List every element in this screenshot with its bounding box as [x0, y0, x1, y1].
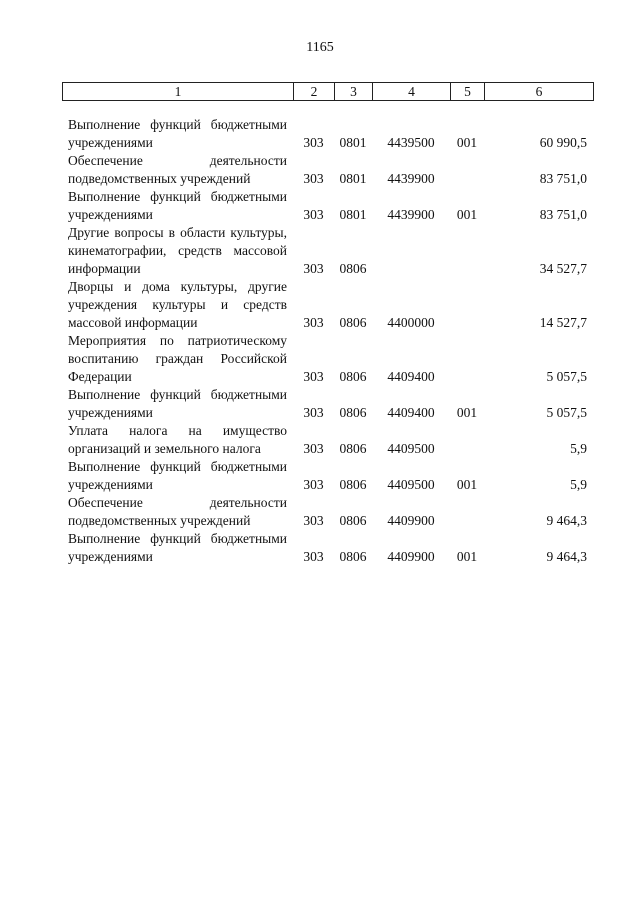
row-code-col3: 0806: [339, 405, 367, 420]
column-header-2: 2: [294, 83, 335, 101]
row-code-col4: 4409900: [387, 513, 435, 528]
table-row: [62, 422, 593, 458]
row-code-col4: 4409400: [387, 369, 435, 384]
page-number: 1165: [306, 40, 334, 55]
row-amount: 5,9: [570, 477, 587, 492]
row-code-col2: 303: [303, 405, 324, 420]
row-amount: 83 751,0: [539, 171, 587, 186]
row-code-col3: 0806: [339, 369, 367, 384]
row-code-col2: 303: [303, 477, 324, 492]
row-amount: 60 990,5: [539, 135, 587, 150]
row-code-col2: 303: [303, 261, 324, 276]
row-code-col3: 0801: [339, 135, 367, 150]
row-amount: 5 057,5: [546, 369, 587, 384]
row-code-col2: 303: [303, 315, 324, 330]
row-code-col2: 303: [303, 549, 324, 564]
row-code-col5: [450, 278, 484, 332]
row-code-col2: 303: [303, 171, 324, 186]
column-header-4: 4: [373, 83, 451, 101]
row-code-col4: 4409500: [387, 441, 435, 456]
row-code-col4: 4439500: [387, 135, 435, 150]
row-code-col4: 4409400: [387, 405, 435, 420]
row-code-col4: [372, 224, 450, 278]
row-amount: 5 057,5: [546, 405, 587, 420]
row-code-col3: 0806: [339, 549, 367, 564]
row-code-col4: 4439900: [387, 207, 435, 222]
row-description: Выполнение функций бюджетными учреждениями: [68, 117, 287, 150]
row-code-col5: [450, 224, 484, 278]
row-code-col4: 4409900: [387, 549, 435, 564]
row-description: Дворцы и дома культуры, другие учреждения культуры и средств массовой информации: [68, 279, 287, 330]
row-code-col3: 0801: [339, 207, 367, 222]
column-header-3: 3: [335, 83, 373, 101]
table-row: [62, 224, 593, 278]
row-amount: 34 527,7: [539, 261, 587, 276]
row-code-col5: [450, 494, 484, 530]
row-code-col3: 0806: [339, 261, 367, 276]
row-code-col2: 303: [303, 513, 324, 528]
table-row: [62, 530, 593, 566]
column-header-row: [63, 83, 594, 101]
row-code-col4: 4439900: [387, 171, 435, 186]
row-code-col3: 0806: [339, 441, 367, 456]
row-code-col4: 4409500: [387, 477, 435, 492]
column-header-5: 5: [451, 83, 485, 101]
row-description: Выполнение функций бюджетными учреждениями: [68, 189, 287, 222]
column-header-6: 6: [485, 83, 594, 101]
row-code-col4: 4400000: [387, 315, 435, 330]
row-description: Выполнение функций бюджетными учреждениями: [68, 531, 287, 564]
row-code-col3: 0806: [339, 477, 367, 492]
row-code-col2: 303: [303, 207, 324, 222]
row-description: Выполнение функций бюджетными учреждениями: [68, 387, 287, 420]
table-row: [62, 152, 593, 188]
table-row: [62, 458, 593, 494]
row-code-col2: 303: [303, 441, 324, 456]
row-code-col5: 001: [456, 405, 478, 420]
table-row: [62, 278, 593, 332]
row-amount: 9 464,3: [546, 513, 587, 528]
budget-table: [62, 116, 593, 566]
row-description: Выполнение функций бюджетными учреждениями: [68, 459, 287, 492]
row-code-col3: 0806: [339, 513, 367, 528]
table-row: [62, 494, 593, 530]
column-header-1: 1: [63, 83, 294, 101]
row-amount: 83 751,0: [539, 207, 587, 222]
row-code-col5: 001: [456, 207, 478, 222]
row-code-col3: 0806: [339, 315, 367, 330]
row-description: Уплата налога на имущество организаций и земельного налога: [68, 423, 287, 456]
row-code-col3: 0801: [339, 171, 367, 186]
row-code-col2: 303: [303, 369, 324, 384]
table-row: [62, 116, 593, 152]
row-description: Обеспечение деятельности подведомственных учреждений: [68, 153, 287, 186]
table-row: [62, 386, 593, 422]
row-amount: 14 527,7: [539, 315, 587, 330]
table-row: [62, 332, 593, 386]
row-code-col5: 001: [456, 549, 478, 564]
row-code-col5: 001: [456, 477, 478, 492]
row-code-col5: [450, 332, 484, 386]
row-code-col2: 303: [303, 135, 324, 150]
row-code-col5: 001: [456, 135, 478, 150]
row-code-col5: [450, 152, 484, 188]
column-header-table: [62, 82, 594, 101]
row-description: Обеспечение деятельности подведомственных учреждений: [68, 495, 287, 528]
row-code-col5: [450, 422, 484, 458]
row-amount: 9 464,3: [546, 549, 587, 564]
budget-table-body: [62, 116, 593, 566]
row-description: Другие вопросы в области культуры, кинематографии, средств массовой информации: [68, 225, 287, 276]
row-amount: 5,9: [570, 441, 587, 456]
table-row: [62, 188, 593, 224]
row-description: Мероприятия по патриотическому воспитанию граждан Российской Федерации: [68, 333, 287, 384]
